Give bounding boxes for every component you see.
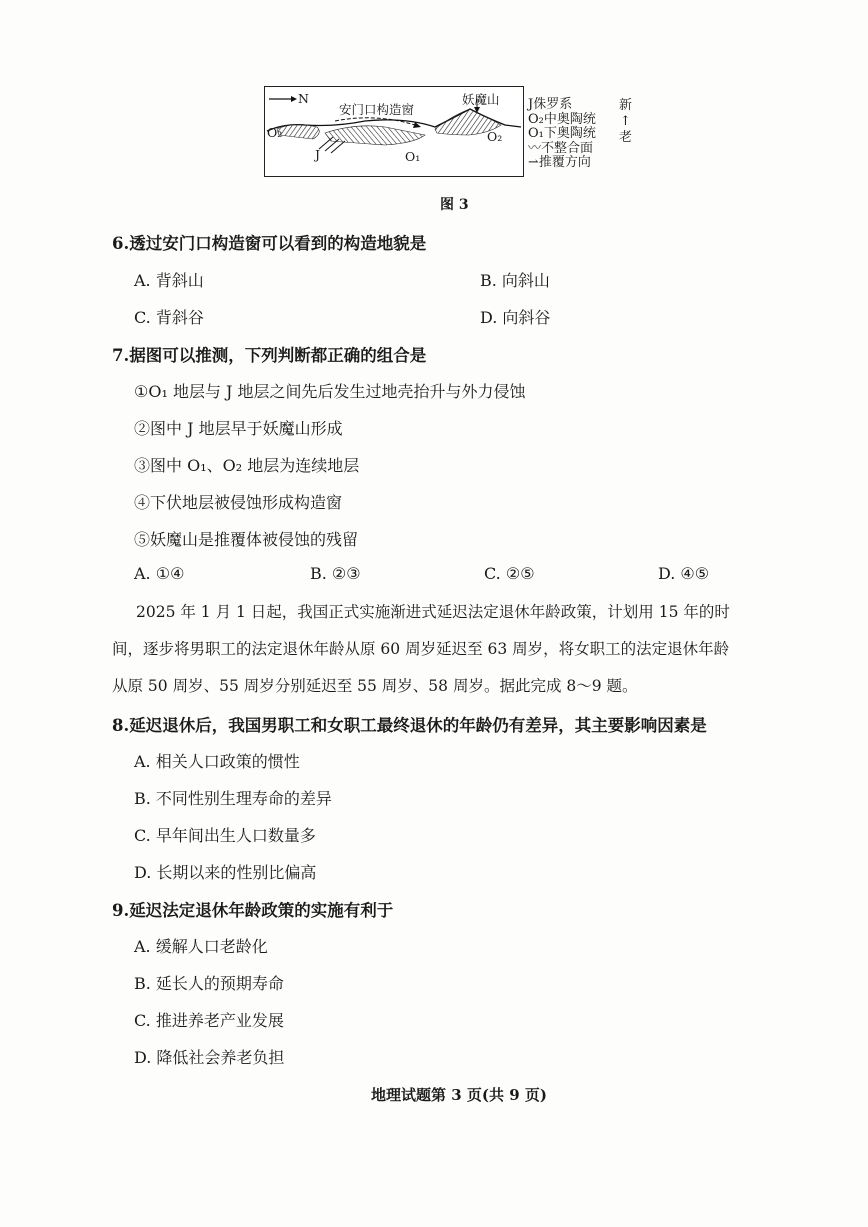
q8-option-c: C. 早年间出生人口数量多 — [134, 826, 316, 845]
page-footer: 地理试题第 3 页(共 9 页) — [371, 1086, 547, 1104]
q8-option-a: A. 相关人口政策的惯性 — [134, 752, 300, 771]
q8-option-d: D. 长期以来的性别比偏高 — [134, 863, 317, 882]
q7-option-c: C. ②⑤ — [484, 564, 535, 583]
legend-o1: O₁下奥陶统 — [528, 126, 596, 141]
window-label: 安门口构造窗 — [339, 102, 415, 117]
q9-option-c: C. 推进养老产业发展 — [134, 1011, 284, 1030]
age-up-arrow-icon: ↑ — [620, 114, 631, 129]
figure-caption: 图 3 — [440, 197, 469, 213]
q6-option-a: A. 背斜山 — [134, 271, 204, 290]
figure-legend — [528, 98, 596, 171]
q7-item-2: ②图中 J 地层早于妖魔山形成 — [134, 419, 343, 438]
legend-unconformity-row — [528, 142, 596, 157]
q9-option-b: B. 延长人的预期寿命 — [134, 974, 284, 993]
north-label: N — [298, 91, 309, 106]
o2-left-label: O₂ — [267, 125, 283, 140]
q7-item-4: ④下伏地层被侵蚀形成构造窗 — [134, 493, 343, 512]
q6-stem: 6.透过安门口构造窗可以看到的构造地貌是 — [112, 234, 427, 253]
q9-option-d: D. 降低社会养老负担 — [134, 1048, 285, 1067]
q9-option-a: A. 缓解人口老龄化 — [134, 937, 268, 956]
q7-item-1: ①O₁ 地层与 J 地层之间先后发生过地壳抬升与外力侵蚀 — [134, 382, 526, 401]
passage-line-3: 从原 50 周岁、55 周岁分别延迟至 55 周岁、58 周岁。据此完成 8～9 题。 — [112, 677, 638, 695]
passage-line-1: 2025 年 1 月 1 日起，我国正式实施渐进式延迟法定退休年龄政策，计划用 15 年的时 — [136, 603, 730, 621]
mountain-label: 妖魔山 — [462, 92, 500, 107]
q7-option-d: D. ④⑤ — [658, 564, 710, 583]
o2-right-label: O₂ — [487, 129, 503, 144]
q7-stem: 7.据图可以推测，下列判断都正确的组合是 — [112, 346, 427, 365]
q6-option-d: D. 向斜谷 — [480, 308, 551, 327]
q8-stem: 8.延迟退休后，我国男职工和女职工最终退休的年龄仍有差异，其主要影响因素是 — [112, 716, 707, 735]
age-scale — [619, 98, 632, 146]
legend-j: J侏罗系 — [528, 97, 573, 112]
thrust-arrow-icon: ⇀ — [528, 155, 539, 170]
q8-option-b: B. 不同性别生理寿命的差异 — [134, 789, 332, 808]
j-label: J — [315, 147, 321, 162]
age-old-label: 老 — [619, 130, 633, 145]
q7-item-5: ⑤妖魔山是推覆体被侵蚀的残留 — [134, 530, 359, 549]
q9-stem: 9.延迟法定退休年龄政策的实施有利于 — [112, 901, 394, 920]
q7-item-3: ③图中 O₁、O₂ 地层为连续地层 — [134, 456, 360, 475]
q7-option-a: A. ①④ — [134, 564, 185, 583]
passage — [112, 594, 788, 705]
legend-unconformity: 不整合面 — [541, 140, 594, 156]
age-new-label: 新 — [619, 98, 633, 113]
legend-thrust-row — [528, 156, 596, 171]
q6-option-c: C. 背斜谷 — [134, 308, 204, 327]
legend-o2: O₂中奥陶统 — [528, 111, 596, 127]
passage-line-1-wrap — [112, 594, 788, 631]
unconformity-symbol: 〰 — [528, 140, 542, 156]
q6-option-b: B. 向斜山 — [480, 271, 550, 290]
o1-label: O₁ — [405, 149, 421, 164]
passage-line-2: 间，逐步将男职工的法定退休年龄从原 60 周岁延迟至 63 周岁，将女职工的法定退休年龄 — [112, 640, 730, 658]
legend-thrust: 推覆方向 — [538, 155, 591, 170]
q7-option-b: B. ②③ — [310, 564, 361, 583]
geology-cross-section-figure — [264, 86, 524, 177]
